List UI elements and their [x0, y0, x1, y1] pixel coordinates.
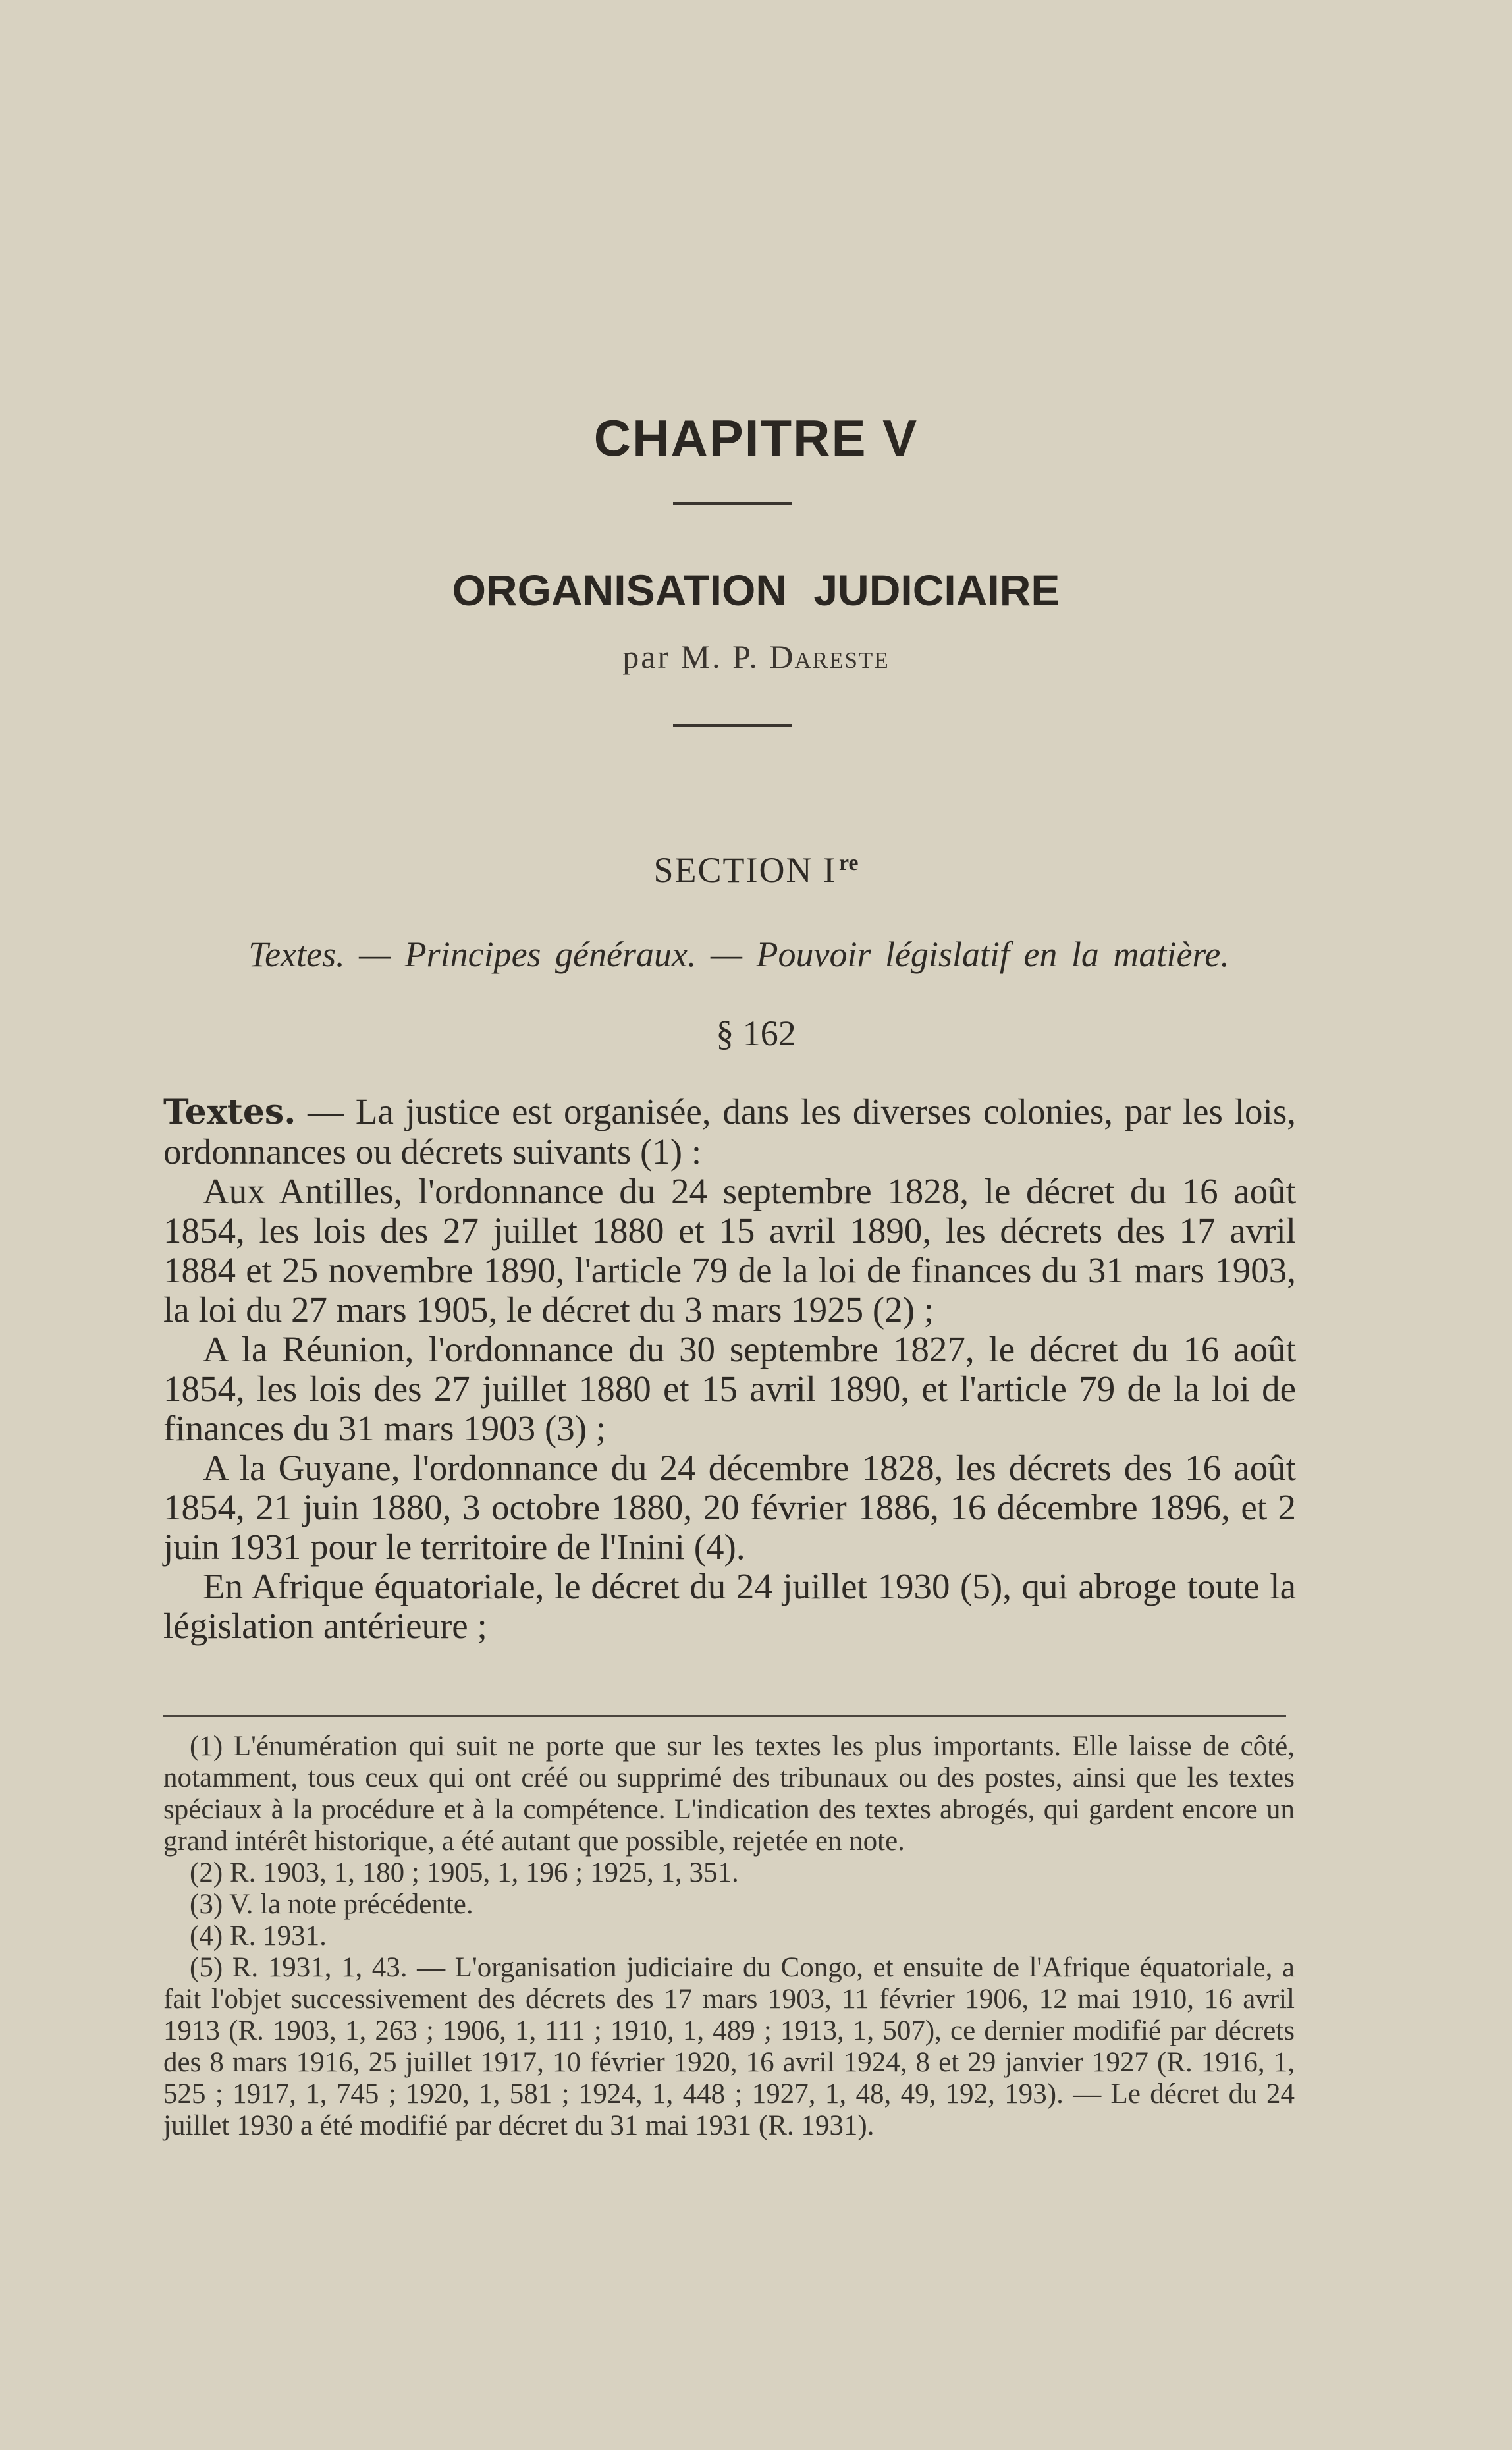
footnotes	[163, 1731, 1295, 2142]
author-divider	[673, 724, 792, 727]
body-paragraph: Aux Antilles, l'ordonnance du 24 septembre 1828, le décret du 16 août 1854, les lois des 27 juillet 1880 et 15 avril 1890, les décrets des 17 avril 1884 et 25 novembre 1890, l'article 79 de la loi de finances du 31 mars 1903, la loi du 27 mars 1905, le décret du 3 mars 1925 (2) ;	[163, 1171, 1296, 1330]
part-title: ORGANISATION JUDICIAIRE	[452, 566, 1060, 614]
author-prefix: par M. P.	[622, 638, 759, 675]
section-heading	[0, 850, 1512, 890]
paragraph-number: § 162	[716, 1014, 796, 1053]
title-divider	[673, 502, 792, 505]
paragraph-text: — La justice est organisée, dans les diverses colonies, par les lois, ordonnances ou décrets suivants (1) :	[163, 1091, 1296, 1172]
section-subtitle: Textes. — Principes généraux. — Pouvoir législatif en la matière.	[248, 935, 1229, 974]
footnote: (5) R. 1931, 1, 43. — L'organisation judiciaire du Congo, et ensuite de l'Afrique équatoriale, a fait l'objet successivement des décrets des 17 mars 1903, 11 février 1906, 12 mai 1910, 16 avril 1913 (R. 1903, 1, 263 ; 1906, 1, 111 ; 1910, 1, 489 ; 1913, 1, 507), ce dernier modifié par décrets des 8 mars 1916, 25 juillet 1917, 10 février 1920, 16 avril 1924, 8 et 29 janvier 1927 (R. 1916, 1, 525 ; 1917, 1, 745 ; 1920, 1, 581 ; 1924, 1, 448 ; 1927, 1, 48, 49, 192, 193). — Le décret du 24 juillet 1930 a été modifié par décret du 31 mai 1931 (R. 1931).	[163, 1952, 1295, 2141]
footnote: (2) R. 1903, 1, 180 ; 1905, 1, 196 ; 1925, 1, 351.	[190, 1857, 739, 1888]
body-paragraph: A la Réunion, l'ordonnance du 30 septembre 1827, le décret du 16 août 1854, les lois des 27 juillet 1880 et 15 avril 1890, et l'article 79 de la loi de finances du 31 mars 1903 (3) ;	[163, 1329, 1296, 1448]
body-paragraph: En Afrique équatoriale, le décret du 24 juillet 1930 (5), qui abroge toute la législation antérieure ;	[163, 1566, 1296, 1646]
footnote: (1) L'énumération qui suit ne porte que sur les textes les plus importants. Elle laisse de côté, notamment, tous ceux qui ont créé ou supprimé des tribunaux ou des postes, ainsi que les textes spéciaux à la procédure et à la compétence. L'indication des textes abrogés, qui gardent encore un grand intérêt historique, a été autant que possible, rejetée en note.	[163, 1731, 1295, 1857]
author-line	[0, 638, 1512, 676]
body-paragraph: A la Guyane, l'ordonnance du 24 décembre 1828, les décrets des 16 août 1854, 21 juin 1880, 3 octobre 1880, 20 février 1886, 16 décembre 1896, et 2 juin 1931 pour le territoire de l'Inini (4).	[163, 1448, 1296, 1567]
paragraph-lead: Textes.	[163, 1092, 296, 1132]
author-name: Dareste	[769, 638, 890, 675]
section-number-suffix: re	[838, 851, 859, 875]
chapter-title: CHAPITRE V	[593, 409, 919, 467]
footnote: (4) R. 1931.	[190, 1920, 327, 1951]
footnote-divider	[163, 1715, 1286, 1717]
section-number: I	[823, 850, 836, 890]
body-text	[163, 1092, 1296, 1646]
section-label: SECTION	[653, 850, 813, 890]
footnote: (3) V. la note précédente.	[190, 1889, 473, 1920]
body-paragraph	[163, 1092, 1296, 1172]
